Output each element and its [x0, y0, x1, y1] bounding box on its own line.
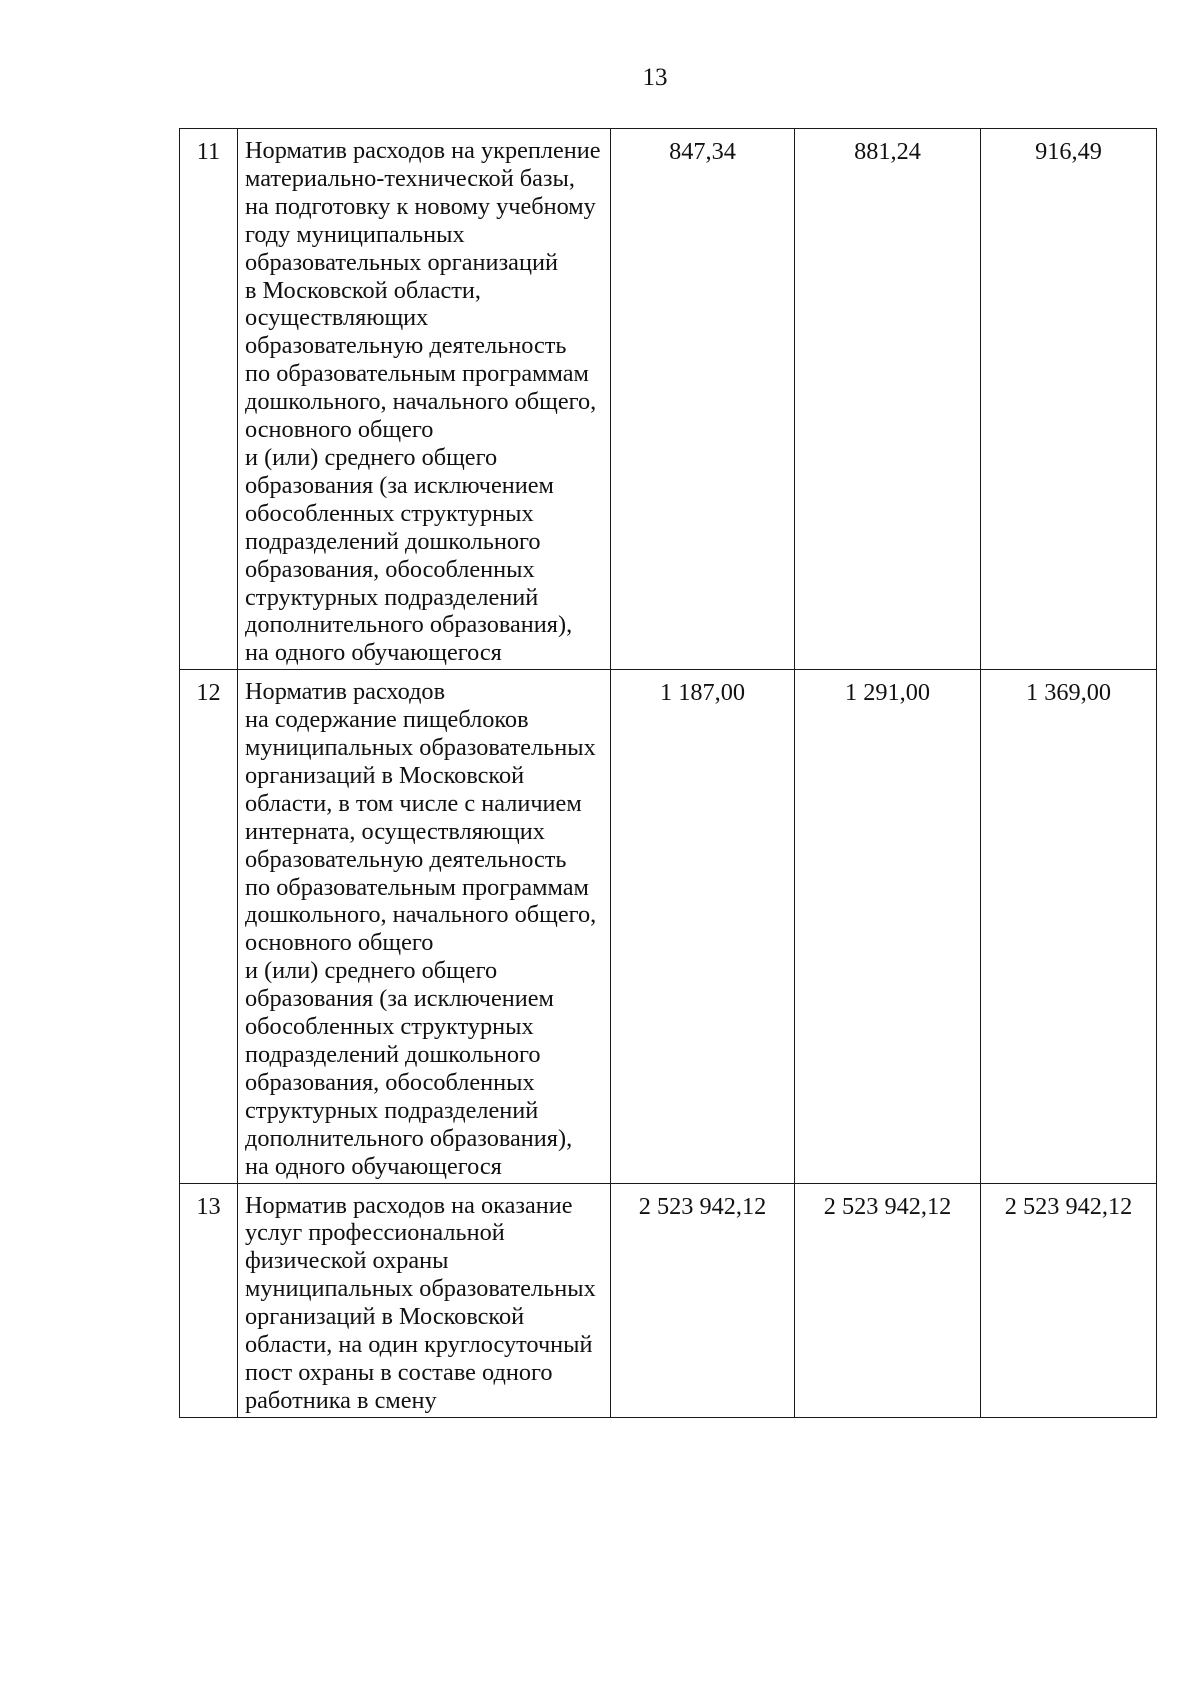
table-row [180, 1183, 1157, 1417]
description-line: услуг профессиональной [245, 1219, 505, 1247]
description-line: области, в том числе с наличием [245, 789, 582, 817]
description-line: на содержание пищеблоков [245, 706, 529, 734]
description-line: образования, обособленных [245, 1068, 535, 1096]
description-line: на подготовку к новому учебному [245, 192, 596, 220]
row-number: 11 [180, 129, 238, 670]
description-line: организаций в Московской [245, 1303, 525, 1331]
row-number: 13 [180, 1183, 238, 1417]
description-line: пост охраны в составе одного [245, 1358, 553, 1386]
description-line: структурных подразделений [245, 1096, 539, 1124]
description-line: основного общего [245, 929, 434, 957]
description-line: образования, обособленных [245, 555, 535, 583]
norm-value-3: 1 369,00 [981, 670, 1157, 1183]
description-line: осуществляющих [245, 304, 429, 332]
description-line: образовательных организаций [245, 248, 558, 276]
description-line: образовательную деятельность [245, 845, 567, 873]
norm-value-2: 2 523 942,12 [795, 1183, 981, 1417]
description-line: дополнительного образования), [245, 611, 573, 639]
table-row [180, 129, 1157, 670]
norm-description [238, 1183, 611, 1417]
description-line: Норматив расходов на оказание [245, 1191, 573, 1219]
description-line: основного общего [245, 416, 434, 444]
description-line: обособленных структурных [245, 499, 534, 527]
description-line: области, на один круглосуточный [245, 1331, 593, 1359]
description-line: Норматив расходов [245, 678, 446, 706]
description-line: Норматив расходов на укрепление [245, 137, 601, 164]
norm-value-3: 2 523 942,12 [981, 1183, 1157, 1417]
expense-norms-table [179, 128, 1157, 1418]
norm-value-2: 1 291,00 [795, 670, 981, 1183]
description-line: и (или) среднего общего [245, 443, 498, 471]
description-line: образовательную деятельность [245, 332, 567, 360]
norm-value-3: 916,49 [981, 129, 1157, 670]
page-number: 13 [642, 64, 668, 91]
norm-description [238, 670, 611, 1183]
norm-value-1: 847,34 [611, 129, 795, 670]
description-line: организаций в Московской [245, 761, 525, 789]
description-line: дошкольного, начального общего, [245, 901, 597, 929]
description-line: дополнительного образования), [245, 1124, 573, 1152]
description-line: обособленных структурных [245, 1013, 534, 1041]
description-line: по образовательным программам [245, 360, 589, 388]
description-line: физической охраны [245, 1247, 449, 1275]
norm-description [238, 129, 611, 670]
norm-value-1: 2 523 942,12 [611, 1183, 795, 1417]
description-line: муниципальных образовательных [245, 734, 596, 762]
description-line: материально-технической базы, [245, 164, 575, 192]
table-row [180, 670, 1157, 1183]
table-body [180, 129, 1157, 1418]
description-line: по образовательным программам [245, 873, 589, 901]
description-line: на одного обучающегося [245, 639, 502, 667]
description-line: дошкольного, начального общего, [245, 388, 597, 416]
description-line: подразделений дошкольного [245, 1041, 541, 1068]
row-number: 12 [180, 670, 238, 1183]
description-line: структурных подразделений [245, 583, 539, 611]
description-line: образования (за исключением [245, 985, 554, 1013]
norm-value-2: 881,24 [795, 129, 981, 670]
description-line: на одного обучающегося [245, 1152, 502, 1180]
description-line: году муниципальных [245, 220, 465, 248]
description-line: муниципальных образовательных [245, 1275, 596, 1303]
description-line: интерната, осуществляющих [245, 817, 545, 845]
description-line: в Московской области, [245, 276, 482, 304]
description-line: образования (за исключением [245, 471, 554, 499]
norm-value-1: 1 187,00 [611, 670, 795, 1183]
description-line: подразделений дошкольного [245, 527, 541, 555]
description-line: работника в смену [245, 1386, 437, 1414]
description-line: и (или) среднего общего [245, 957, 498, 985]
